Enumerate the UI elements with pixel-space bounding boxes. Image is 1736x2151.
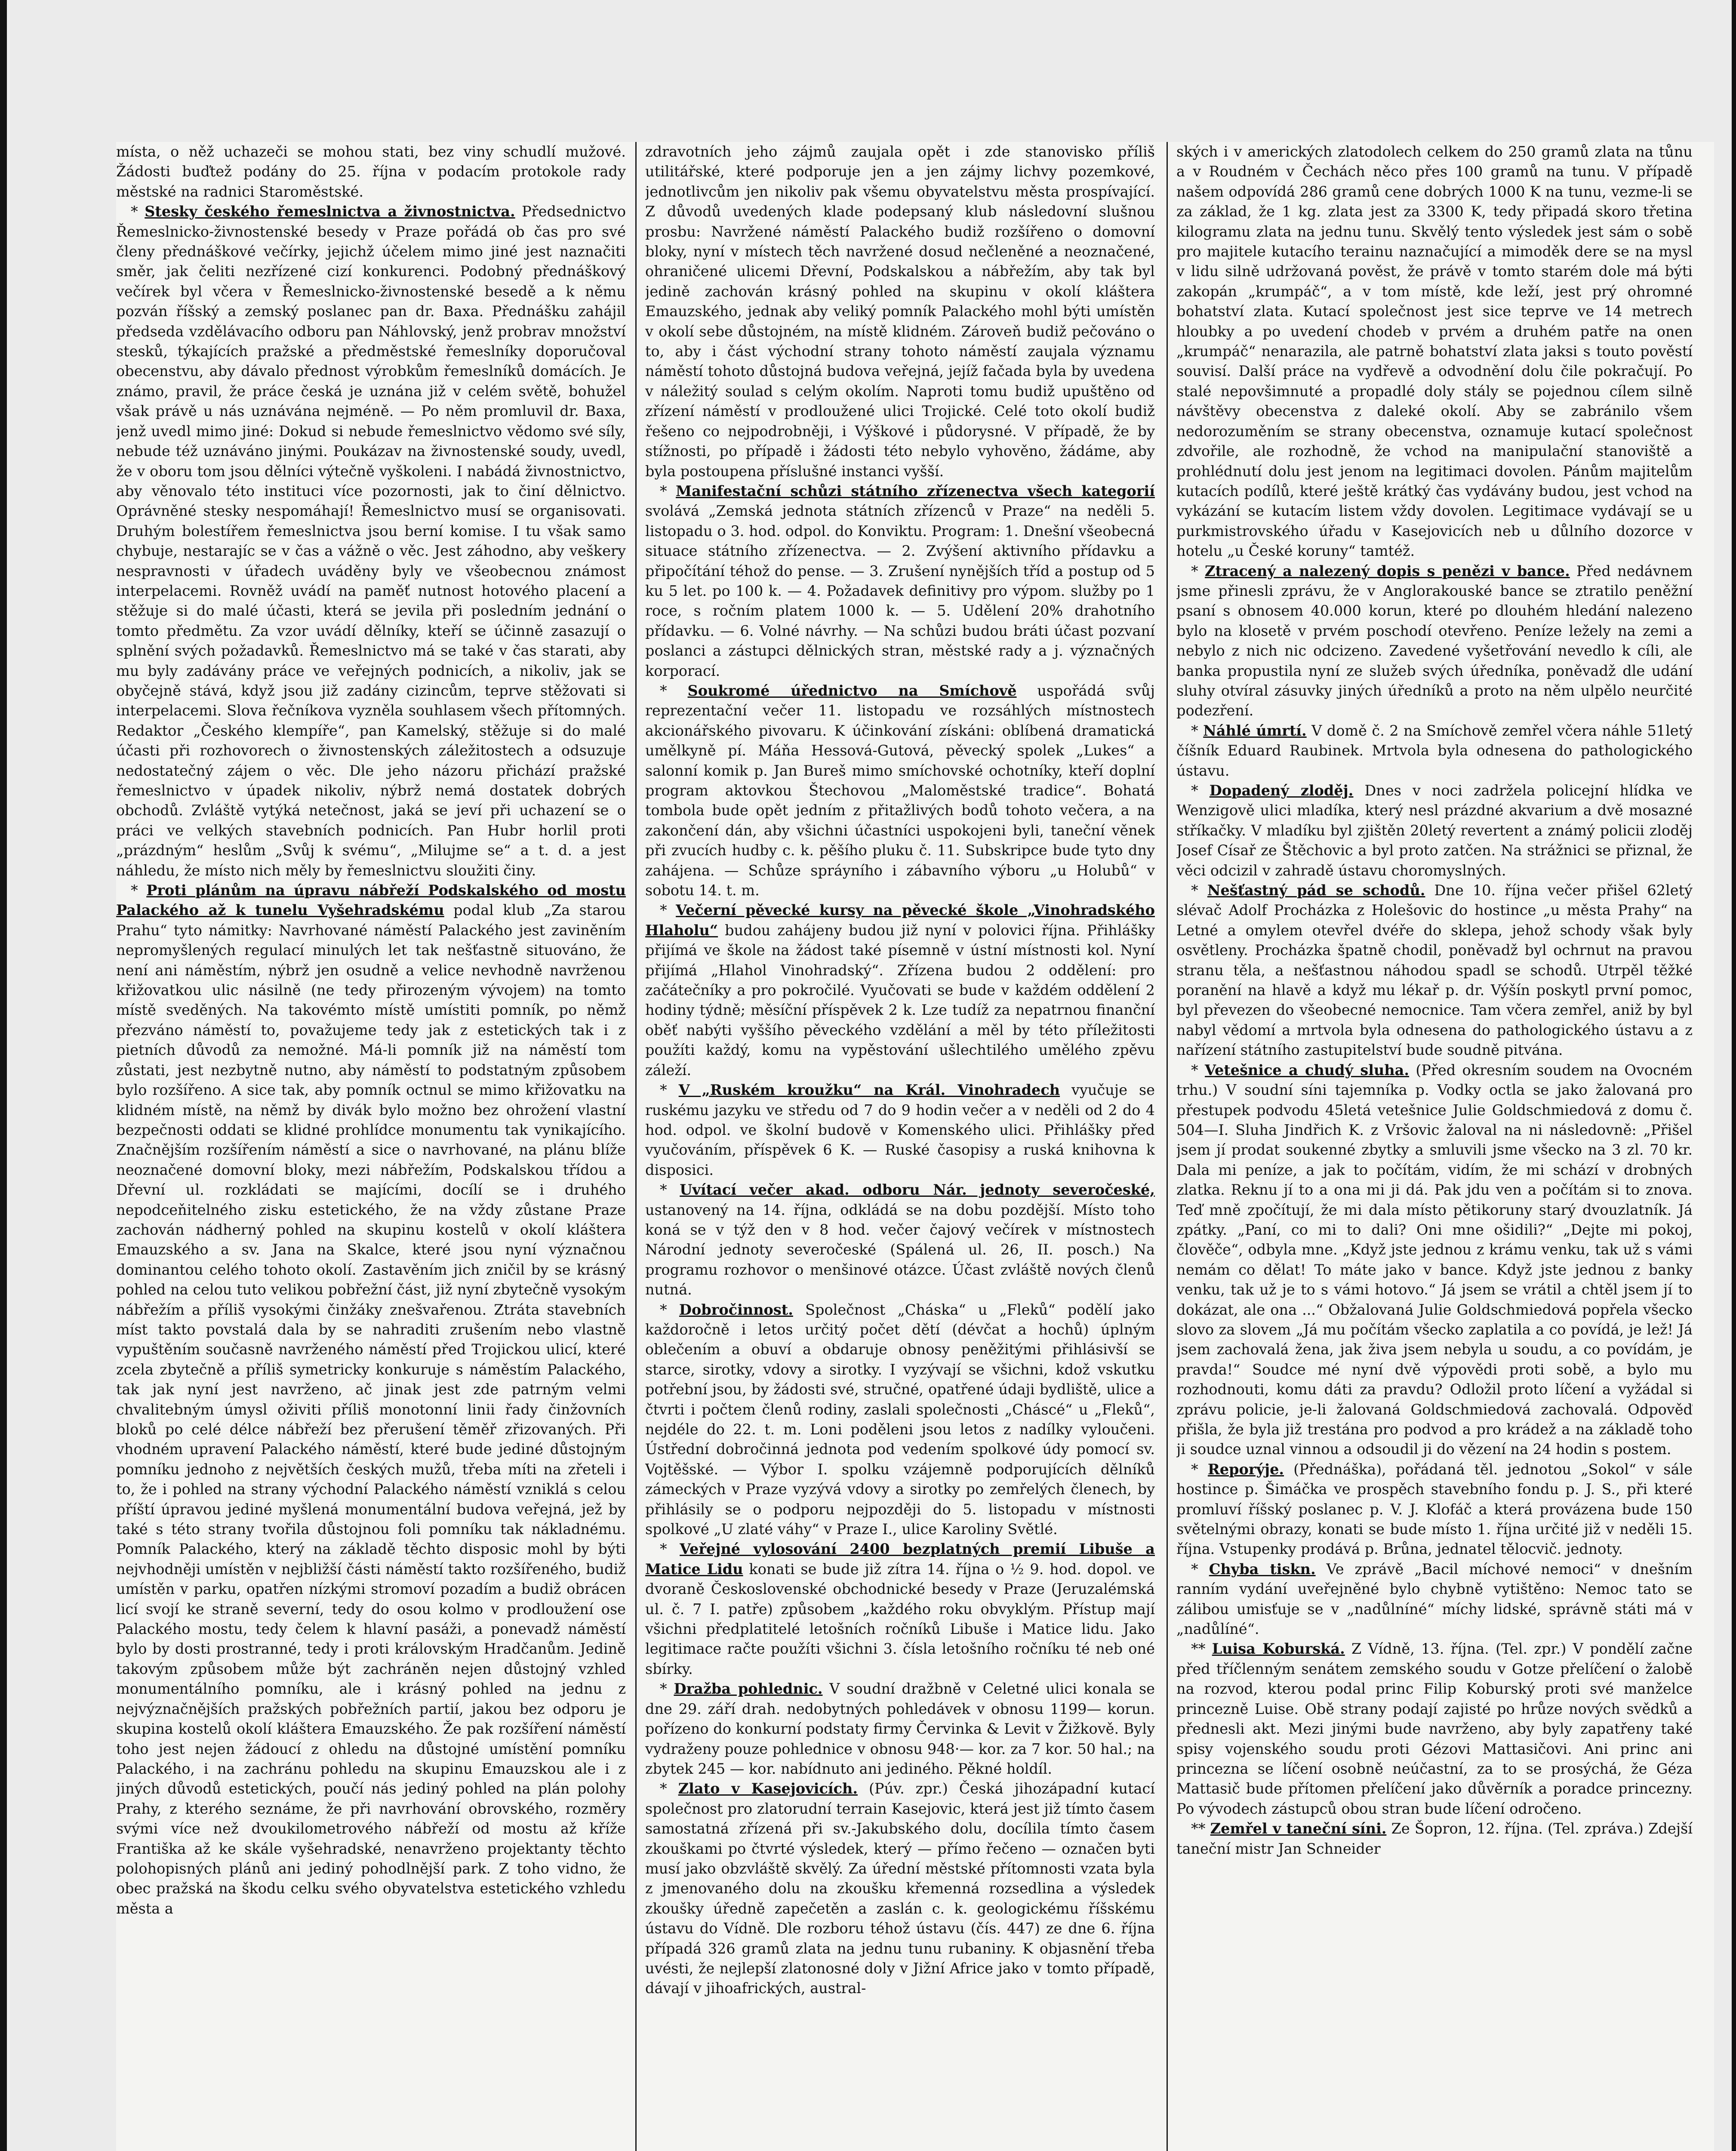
article-headline: Náhlé úmrtí.	[1203, 722, 1307, 739]
article-body: uspořádá svůj reprezentační večer 11. listopadu ve rozsáhlých místnostech akcionářského pivovaru. K účinkování získáni: oblíbená dramatická umělkyně pí. Máňa Hessová-Gutová, pěvecký spolek „Lukes“ a salonní komik p. Jan Bureš mimo smíchovské ochotníky, kteří doplní program aktovkou Štechovou „Maloměstské tradice“. Bohatá tombola bude opět jedním z přitažlivých bodů tohoto večera, a na zakončení dán, aby všichni účastníci uspokojeni byli, taneční věnek při zvucích hudby c. k. pěšího pluku č. 11. Subskripce bude tyto dny zahájena. — Schůze spráyního i zábavního výboru „u Holubů“ v sobotu 14. t. m.	[645, 682, 1155, 899]
article-headline: V „Ruském kroužku“ na Král. Vinohradech	[678, 1082, 1060, 1099]
article: * Večerní pěvecké kursy na pěvecké škole „Vinohradského Hlaholu“ budou zahájeny budou již nyní v polovici října. Přihlášky přijímá ve škole na žádost také písemně v ústní místnosti kol. Nyní přijímá „Hlahol Vinohradský“. Zřízena budou 2 oddělení: pro začátečníky a pro pokročilé. Vyučovati se bude v každém oddělení 2 hodiny týdně; měsíční příspěvek 2 k. Lze tudíž za nepatrnou finanční oběť nabýti vyššího pěveckého vzdělání a měl by této příležitosti použíti každý, komu na vypěstování ušlechtilého umělého zpěvu záleží.	[645, 902, 1155, 1079]
article: * Nešťastný pád se schodů. Dne 10. října večer přišel 62letý slévač Adolf Procházka z Holešovic do hostince „u města Prahy“ na Letné a omylem otevřel dvéře do sklepa, jehož schody však byly osvětleny. Procházka špatně chodil, poněvadž byl ochrnut na pravou stranu těla, a nešťastnou náhodou spadl se schodů. Utrpěl těžké poranění na hlavě a když mu lékař p. dr. Výšín poskytl první pomoc, byl převezen do všeobecné nemocnice. Tam včera zemřel, aniž by byl nabyl vědomí a mrtvola byla odnesena do pathologického ústavu a z nařízení státního zastupitelství bude soudně pitvána.	[1176, 882, 1693, 1059]
article-headline: Soukromé úřednictvo na Smíchově	[687, 682, 1017, 699]
article-headline: Veřejné vylosování 2400 bezplatných premií Libuše a Matice Lidu	[645, 1541, 1155, 1578]
article-paragraph: zdravotních jeho zájmů zaujala opět i zde stanovisko příliš utilitářské, které podporuje jen a jen zájmy lichvy pozemkové, jednotlivcům jen nikoliv pak všemu obyvatelstvu města prospívající. Z důvodů uvedených klade podepsaný klub následovní slušnou prosbu: Navržené náměstí Palackého budiž rozšířeno o domovní bloky, nyní v místech těch navržené dosud nečleněné a neoznačené, ohraničené ulicemi Dřevní, Podskalskou a nábřežím, aby tak byl jedině zachován krásný pohled na skupinu v okolí kláštera Emauzského, jednak aby veliký pomník Palackého mohl býti umístěn v okolí sebe důstojném, na místě klidném. Zároveň budiž pečováno o to, aby i část východní strany tohoto náměstí zaujala významu náměstí tohoto důstojná budova veřejná, jejíž fačada byla by uvedena v náležitý soulad s celým okolím. Naproti tomu budiž upuštěno od zřízení náměstí v prodloužené ulici Trojické. Celé toto okolí budiž řešeno co nejpodrobněji, i Výškové i půdorysné. V případě, že by stížnosti, po případě i žádosti této nebylo vyhověno, žádáme, aby byla postoupena příslušné instanci vyšší.	[645, 143, 1155, 480]
article-body: Předsednictvo Řemeslnicko-živnostenské besedy v Praze pořádá ob čas pro své členy přednáškové večírky, jejichž účelem mimo jiné jest naznačiti směr, jak čeliti nezřízené cizí konkurenci. Podobný přednáškový večírek byl včera v Řemeslnicko-živnostenské besedě a k němu pozván říšský a zemský poslanec pan dr. Baxa. Přednášku zahájil předseda vzdělávacího odboru pan Náhlovský, jenž probrav množství stesků, týkajících pražské a předměstské řemeslníky doporučoval obecenstvu, aby dávalo přednost výrobkům řemeslníků domácích. Je známo, pravil, že práce česká je uznána již v celém světě, bohužel však právě u nás uznávána nejméně. — Po něm promluvil dr. Baxa, jenž uvedl mimo jiné: Dokud si nebude řemeslnictvo vědomo své síly, nebude též uznáváno jinými. Poukázav na živnostenské soudy, uvedl, že v oboru tom jsou dělníci výtečně vyškoleni. I nabádá živnostnictvo, aby věnovalo této instituci více pozornosti, jak to činí dělnictvo. Oprávněné stesky nespomáhají! Řemeslnictvo musí se organisovati. Druhým bolestířem řemeslnictva jsou berní komise. I tu však samo chybuje, nestarajíc se v čas a vážně o věc. Jest záhodno, aby veškery nespravnosti v úřadech uváděny byly ve všeobecnou známost interpelacemi. Rovněž uvádí na paměť nutnost hotového placení a stěžuje si do malé účasti, která se jevila při posledním jednání o tomto předmětu. Za vzor uvádí dělníky, kteří se účinně zasazují o splnění svých požadavků. Řemeslnictvo má se také v čas starati, aby mu byly zadávány práce ve veřejných podnicích, a nikoliv, jak se obyčejně stává, když jsou již zadány cizincům, teprve stěžovati si interpelacemi. Slova řečníkova vyzněla souhlasem všech přítomných. Redaktor „Českého klempíře“, pan Kamelský, stěžuje si do malé účasti při rozhovorech o živnostenských záležitostech a odsuzuje nedostatečný zájem o věc. Dle jeho názoru přichází pražské řemeslnictvo v úpadek nikoliv, nýbrž nemá dostatek dobrých obchodů. Zvláště vytýká netečnost, jaká se jeví při uchazení se o práci ve velkých stavebních podnicích. Pan Hubr horlil proti „prázdným“ heslům „Svůj k svému“, „Milujme se“ a t. d. a jest náhledu, že místo nich měly by řemeslnictvu sloužiti činy.	[116, 203, 626, 879]
column-3	[1176, 142, 1693, 2151]
article: * Zlato v Kasejovicích. (Púv. zpr.) Česká jihozápadní kutací společnost pro zlatorudní terrain Kasejovic, která jest již tímto časem samostatná zřízená při sv.-Jakubského dolu, docílila tímto časem zkouškami po čtvrté výsledek, který — přímo řečeno — označen byti musí jako obzvláště skvělý. Za úřední městské přítomnosti vzata byla z jmenovaného dolu na zkoušku křemenná rozsedlina a výsledek zkoušky úředně zapečetěn a zaslán c. k. geologickému říšskému ústavu do Vídně. Dle rozboru téhož ústavu (čís. 447) ze dne 6. října případá 326 gramů zlata na jednu tunu rubaniny. K objasnění třeba uvésti, že nejlepší zlatonosné doly v Jižní Africe jako v tomto případě, dávají v jihoafrických, austral-	[645, 1780, 1155, 1997]
article: * Chyba tiskn. Ve zprávě „Bacil míchové nemoci“ v dnešním ranním vydání uveřejněné bylo chybně vytištěno: Nemoc tato se zálibou umisťuje se v „nadůlníné“ míchy lidské, správně státi má v „nadůlíné“.	[1176, 1560, 1693, 1638]
newspaper-page	[116, 142, 1714, 2151]
article: * Dobročinnost. Společnost „Cháska“ u „Fleků“ podělí jako každoročně i letos určitý počet dětí (dévčat a hochů) úplným oblečením a obuví a obdaruje obnosy peněžitými přihlásivší se starce, sirotky, vdovy a sirotky. I vyzývají se všichni, kdož vskutku potřební jsou, by žádosti své, stručné, opatřené údaji bydliště, ulice a čtvrti i počtem členů rodiny, zaslali společnosti „Cháscé“ u „Fleků“, nejdéle do 22. t. m. Loni poděleni jsou letos z nadílky vyloučeni. Ústřední dobročinná jednota pod vedením spolkové údy pomocí sv. Vojtěšské. — Výbor I. spolku vzájemně podporujících dělníků zámeckých v Praze vyzývá vdovy a sirotky po zemřelých členech, by přihlásily se o podporu nejpozději do 5. listopadu v místnosti spolkové „U zlaté váhy“ v Praze I., ulice Karoliny Světlé.	[645, 1301, 1155, 1538]
article-body: budou zahájeny budou již nyní v polovici října. Přihlášky přijímá ve škole na žádost také písemně v ústní místnosti kol. Nyní přijímá „Hlahol Vinohradský“. Zřízena budou 2 oddělení: pro začátečníky a pro pokročilé. Vyučovati se bude v každém oddělení 2 hodiny týdně; měsíční příspěvek 2 k. Lze tudíž za nepatrnou finanční oběť nabýti vyššího pěveckého vzdělání a měl by této příležitosti použíti každý, komu na vypěstování ušlechtilého umělého zpěvu záleží.	[645, 921, 1155, 1079]
article-headline: Uvítací večer akad. odboru Nár. jednoty severočeské,	[680, 1181, 1155, 1199]
article: * Dopadený zloděj. Dnes v noci zadržela policejní hlídka ve Wenzigově ulici mladíka, který nesl prázdné akvarium a dvě mosazné stříkačky. V mladíku byl zjištěn 20letý revertent a známý policii zloděj Josef Císař ze Štěchovic a byl proto zatčen. Na strážnici se přiznal, že věci odcizil v zahradě ústavu choromyslných.	[1176, 782, 1693, 879]
article: * Náhlé úmrtí. V domě č. 2 na Smíchově zemřel včera náhle 51letý číšník Eduard Raubinek. Mrtvola byla odnesena do pathologického ústavu.	[1176, 722, 1693, 779]
article-headline: Nešťastný pád se schodů.	[1207, 882, 1425, 899]
article: * Veřejné vylosování 2400 bezplatných premií Libuše a Matice Lidu konati se bude již zítra 14. října o ½ 9. hod. dopol. ve dvoraně Československé obchodnické besedy v Praze (Jeruzalémská ul. č. 7 I. patře) způsobem „každého roku obvyklým. Přístup mají všichni předplatitelé letošních ročníků Libuše i Matice lidu. Jako legitimace račte použíti všichni 3. čísla letošního ročníku té neb oné sbírky.	[645, 1541, 1155, 1677]
article: * Manifestační schůzi státního zřízenectva všech kategorií svolává „Zemská jednota státních zřízenců v Praze“ na neděli 5. listopadu o 3. hod. odpol. do Konviktu. Program: 1. Dnešní všeobecná situace státního zřízenectva. — 2. Zvýšení aktivního přídavku a připočítání téhož do pense. — 3. Zrušení nynějších tříd a postup od 5 ku 5 let. po 100 k. — 4. Požadavek definitivy pro výpom. služby po 1 roce, s ročním platem 1000 k. — 5. Udělení 20% drahotního přídavku. — 6. Volné návrhy. — Na schůzi budou bráti účast pozvaní poslanci a zástupci dělnických stran, městské rady a j. význačných korporací.	[645, 482, 1155, 679]
article-headline: Stesky českého řemeslnictva a živnostnictva.	[145, 203, 515, 220]
article-headline: Chyba tiskn.	[1209, 1560, 1316, 1578]
article-headline: Ztracený a nalezený dopis s penězi v bance.	[1205, 562, 1570, 579]
article: ** Zemřel v taneční síni. Ze Šopron, 12. října. (Tel. zpráva.) Zdejší taneční mistr Jan Schneider	[1176, 1820, 1693, 1857]
article-body: Před nedávnem jsme přinesli zprávu, že v Anglorakouské bance se ztratilo peněžní psaní s obnosem 40.000 korun, které po dlouhém hledání nalezeno bylo na klosetě v prvém poschodí otevřeno. Peníze ležely na zemi a nebylo z nich nic odcizeno. Zavedené vyšetřování nevedlo k cíli, ale banka propustila nyní ze služeb svých úředníka, poněvadž dle udání sluhy otvíral zásuvky jiných úředníků a proto na něm ulpělo neurčité podezření.	[1176, 562, 1693, 719]
column-2	[645, 142, 1155, 2151]
article-body: V soudní dražbně v Celetné ulici konala se dne 29. září drah. nedobytných pohledávek v obnosu 1199— korun. pořízeno do konkurní podstaty firmy Červinka & Levit v Žižkově. Byly vydraženy pouze pohlednice v obnosu 948·— kor. za 7 kor. 50 hal.; na zbytek 245 — kor. nabídnuto ani jediného. Pěkné holdíl.	[645, 1680, 1155, 1777]
article-body: svolává „Zemská jednota státních zřízenců v Praze“ na neděli 5. listopadu o 3. hod. odpol. do Konviktu. Program: 1. Dnešní všeobecná situace státního zřízenectva. — 2. Zvýšení aktivního přídavku a připočítání téhož do pense. — 3. Zrušení nynějších tříd a postup od 5 ku 5 let. po 100 k. — 4. Požadavek definitivy pro výpom. služby po 1 roce, s ročním platem 1000 k. — 5. Udělení 20% drahotního přídavku. — 6. Volné návrhy. — Na schůzi budou bráti účast pozvaní poslanci a zástupci dělnických stran, městské rady a j. význačných korporací.	[645, 502, 1155, 679]
article-paragraph: ských i v amerických zlatodolech celkem do 250 gramů zlata na tůnu a v Roudném v Čechách něco přes 100 gramů na tunu. V případě našem odpovídá 286 gramů cene dobrých 1000 K na tunu, vezme-li se za základ, že 1 kg. zlata jest za 3300 K, tedy připadá skoro třetina kilogramu zlata na jednu tunu. Skvělý tento výsledek jest sám o sobě pro majitele kutacího terainu naznačující a mimoděk dere se na mysl v lidu silně udržovaná pověst, že právě v tomto starém dole má býti zakopán „krumpáč“, a v tom místě, kde leží, jest prý ohromné bohatství zlata. Kutací společnost jest sice teprve ve 14 metrech hloubky a po uvedení chodeb v prvém a druhém patře na onen „krumpáč“ nenarazila, ale patrně bohatství zlata jaksi s touto pověstí souvisí. Další práce na vydřevě a odvodnění dolu čile pokračují. Po stalé nepovšimnuté a propadlé doly stály se pojednou cílem silně návštěvy obecenstva z daleké okolí. Aby se zabránilo všem nedorozuměním se strany obecenstva, oznamuje kutací společnost zdvořile, ale rozhodně, že vchod na manipulační stanoviště a prohlédnutí dolu jest jenom na legitimaci dovolen. Pánům majitelům kutacích podílů, které ještě krátký čas vydávány budou, jest vchod na vykázání se kutacím listem vždy dovolen. Legitimace vydávají se u purkmistrovského úřadu v Kasejovicích neb u důlního dozorce v hotelu „u České koruny“ tamtéž.	[1176, 143, 1693, 560]
article: * Uvítací večer akad. odboru Nár. jednoty severočeské, ustanovený na 14. října, odkládá se na dobu pozdější. Místo toho koná se v týž den v 8 hod. večer čajový večírek v místnostech Národní jednoty severočeské (Spálená ul. 26, II. posch.) Na programu rozhovor o menšinové otázce. Účast zvláště nových členů nutná.	[645, 1181, 1155, 1298]
article-headline: Manifestační schůzi státního zřízenectva všech kategorií	[676, 482, 1155, 499]
article-body: Dnes v noci zadržela policejní hlídka ve Wenzigově ulici mladíka, který nesl prázdné akvarium a dvě mosazné stříkačky. V mladíku byl zjištěn 20letý revertent a známý policii zloděj Josef Císař ze Štěchovic a byl proto zatčen. Na strážnici se přiznal, že věci odcizil v zahradě ústavu choromyslných.	[1176, 782, 1693, 879]
article-body: Z Vídně, 13. října. (Tel. zpr.) V pondělí začne před tříčlenným senátem zemského soudu v Gotze přelíčení o žalobě na rozvod, kterou podal princ Filip Koburský proti své manželce princezně Luise. Obě strany podají zajisté po hrůze nových svědků a přednesli akt. Mezi jinými bude navrženo, aby byly zapatřeny také spisy vojenského soudu proti Gézovi Mattasičovi. Ani princ ani princezna se líčení osobně neúčastní, za to se prosýchá, že Géza Mattasič bude přítomen přelíčení jako důvěrník a poradce princezny. Po vývodech zástupců obou stran bude líčení odročeno.	[1176, 1640, 1693, 1817]
article-headline: Dopadený zloděj.	[1209, 782, 1354, 799]
article-headline: Večerní pěvecké kursy na pěvecké škole „Vinohradského Hlaholu“	[645, 902, 1155, 939]
article-body: Dne 10. října večer přišel 62letý slévač Adolf Procházka z Holešovic do hostince „u města Prahy“ na Letné a omylem otevřel dvéře do sklepa, jehož schody však byly osvětleny. Procházka špatně chodil, poněvadž byl ochrnut na pravou stranu těla, a nešťastnou náhodou spadl se schodů. Utrpěl těžké poranění na hlavě a když mu lékař p. dr. Výšín poskytl první pomoc, byl převezen do všeobecné nemocnice. Tam včera zemřel, aniž by byl nabyl vědomí a mrtvola byla odnesena do pathologického ústavu a z nařízení státního zastupitelství bude soudně pitvána.	[1176, 882, 1693, 1059]
article-body: podal klub „Za starou Prahu“ tyto námitky: Navrhované náměstí Palackého jest zaviněním nepromyšlených regulací minulých let tak nešťastně situováno, že není ani náměstím, nýbrž jen osudně a velice nevhodně navrženou křižovatkou ulic násilně (ne tedy přirozeným vývojem) na tomto místě sveděných. Na takovémto místě umístiti pomník, po němž přezváno náměstí to, považujeme tedy jak z estetických tak i z pietních důvodů za nemožné. Má-li pomník již na náměstí tom zůstati, jest nezbytně nutno, aby náměstí to podstatným způsobem bylo rozšířeno. A sice tak, aby pomník octnul se mimo křižovatku na klidném místě, na němž by divák bylo možno bez ohrožení vlastní bezpečnosti oddati se klidné prohlídce monumentu tak vynikajícího. Značnějším rozšířením náměstí a sice o navrhované, na plánu blíže neoznačené domovní bloky, mezi nábřežím, Podskalskou třídou a Dřevní ul. rozkládati se majícími, docílí se i druhého nepodceňitelného zisku estetického, že na vždy zůstane Praze zachován nádherný pohled na skupinu kostelů v okolí kláštera Emauzského a sv. Jana na Skalce, které jsou nyní význačnou dominantou celého tohoto okolí. Zastavěním jich zničil by se krásný pohled na celou tuto velikou pobřežní část, již nyní zbytečně vysokým nábřežím a příliš vysokými činžáky znešvařenou. Ztráta stavebních míst takto povstalá dala by se nahraditi zrušením nebo vlastně vypuštěním současně navrženého náměstí před Trojickou ulicí, které zcela zbytečně a příliš symetricky konkuruje s náměstím Palackého, tak jak nyní jest navrženo, ač jinak jest zde patrným velmi chvalitebným úmysl oživiti příliš monotonní linii řady činžovních bloků po celé délce nábřeží bez přerušení těměř zřizovaných. Při vhodném upravení Palackého náměstí, které bude jediné důstojným pomníku jednoho z největších českých mužů, třeba míti na zřeteli i to, že i pohled na strany východní Palackého náměstí vzniklá s celou příští úpravou jediné myšlená monumentální budova veřejná, jež by také s této strany tvořila důstojnou foli pomníku tak nákladnému. Pomník Palackého, který na základě těchto disposic mohl by býti nejvhodněji umístěn v nejbližší části náměstí takto rozšířeného, budiž umístěn v parku, opatřen nízkými stromoví pozadím a budiž obrácen licí svojí ke straně severní, tedy do osou kolmo v prodloužení ose Palackého mostu, tedy čelem k hlavní pasáži, a ponevadž náměstí bylo by dosti prostranné, tedy i proti královským Hradčanům. Jedině takovým způsobem může být zachráněn nejen důstojný vzhled monumentálního pomníku, ale i krásný pohled na jednu z nejvýznačnějších pražských pobřežních partií, jakou bez odporu je skupina kostelů okolí kláštera Emauzského. Že pak rozšíření náměstí toho jest nejen žádoucí z ohledu na důstojné umístění pomníku Palackého, i na zachránu pohledu na skupinu Emauzskou ale i z jiných důvodů estetických, poučí nás jediný pohled na plán polohy Prahy, z kterého seznáme, že při navrhování obrovského, rozměry svými více než dvoukilometrového nábřeží od mostu až kříže Františka až ke skále vyšehradské, nenavrženo projektanty těchto polohopisných plánů ani jediný pohodlnější park. Z toho vidno, že obec pražská na škodu celku svého obyvatelstva estetického vzhledu města a	[116, 902, 626, 1917]
article: * Soukromé úřednictvo na Smíchově uspořádá svůj reprezentační večer 11. listopadu ve rozsáhlých místnostech akcionářského pivovaru. K účinkování získáni: oblíbená dramatická umělkyně pí. Máňa Hessová-Gutová, pěvecký spolek „Lukes“ a salonní komik p. Jan Bureš mimo smíchovské ochotníky, kteří doplní program aktovkou Štechovou „Maloměstské tradice“. Bohatá tombola bude opět jedním z přitažlivých bodů tohoto večera, a na zakončení dán, aby všichni účastníci uspokojeni byli, taneční věnek při zvucích hudby c. k. pěšího pluku č. 11. Subskripce bude tyto dny zahájena. — Schůze spráyního i zábavního výboru „u Holubů“ v sobotu 14. t. m.	[645, 682, 1155, 899]
article: * Proti plánům na úpravu nábřeží Podskalského od mostu Palackého až k tunelu Vyšehradskému podal klub „Za starou Prahu“ tyto námitky: Navrhované náměstí Palackého jest zaviněním nepromyšlených regulací minulých let tak nešťastně situováno, že není ani náměstím, nýbrž jen osudně a velice nevhodně navrženou křižovatkou ulic násilně (ne tedy přirozeným vývojem) na tomto místě sveděných. Na takovémto místě umístiti pomník, po němž přezváno náměstí to, považujeme tedy jak z estetických tak i z pietních důvodů za nemožné. Má-li pomník již na náměstí tom zůstati, jest nezbytně nutno, aby náměstí to podstatným způsobem bylo rozšířeno. A sice tak, aby pomník octnul se mimo křižovatku na klidném místě, na němž by divák bylo možno bez ohrožení vlastní bezpečnosti oddati se klidné prohlídce monumentu tak vynikajícího. Značnějším rozšířením náměstí a sice o navrhované, na plánu blíže neoznačené domovní bloky, mezi nábřežím, Podskalskou třídou a Dřevní ul. rozkládati se majícími, docílí se i druhého nepodceňitelného zisku estetického, že na vždy zůstane Praze zachován nádherný pohled na skupinu kostelů v okolí kláštera Emauzského a sv. Jana na Skalce, které jsou nyní význačnou dominantou celého tohoto okolí. Zastavěním jich zničil by se krásný pohled na celou tuto velikou pobřežní část, již nyní zbytečně vysokým nábřežím a příliš vysokými činžáky znešvařenou. Ztráta stavebních míst takto povstalá dala by se nahraditi zrušením nebo vlastně vypuštěním současně navrženého náměstí před Trojickou ulicí, které zcela zbytečně a příliš symetricky konkuruje s náměstím Palackého, tak jak nyní jest navrženo, ač jinak jest zde patrným velmi chvalitebným úmysl oživiti příliš monotonní linii řady činžovních bloků po celé délce nábřeží bez přerušení těměř zřizovaných. Při vhodném upravení Palackého náměstí, které bude jediné důstojným pomníku jednoho z největších českých mužů, třeba míti na zřeteli i to, že i pohled na strany východní Palackého náměstí vzniklá s celou příští úpravou jediné myšlená monumentální budova veřejná, jež by také s této strany tvořila důstojnou foli pomníku tak nákladnému. Pomník Palackého, který na základě těchto disposic mohl by býti nejvhodněji umístěn v nejbližší části náměstí takto rozšířeného, budiž umístěn v parku, opatřen nízkými stromoví pozadím a budiž obrácen licí svojí ke straně severní, tedy do osou kolmo v prodloužení ose Palackého mostu, tedy čelem k hlavní pasáži, a ponevadž náměstí bylo by dosti prostranné, tedy i proti královským Hradčanům. Jedině takovým způsobem může být zachráněn nejen důstojný vzhled monumentálního pomníku, ale i krásný pohled na jednu z nejvýznačnějších pražských pobřežních partií, jakou bez odporu je skupina kostelů okolí kláštera Emauzského. Že pak rozšíření náměstí toho jest nejen žádoucí z ohledu na důstojné umístění pomníku Palackého, i na zachránu pohledu na skupinu Emauzskou ale i z jiných důvodů estetických, poučí nás jediný pohled na plán polohy Prahy, z kterého seznáme, že při navrhování obrovského, rozměry svými více než dvoukilometrového nábřeží od mostu až kříže Františka až ke skále vyšehradské, nenavrženo projektanty těchto polohopisných plánů ani jediný pohodlnější park. Z toho vidno, že obec pražská na škodu celku svého obyvatelstva estetického vzhledu města a	[116, 882, 626, 1917]
article: ** Luisa Koburská. Z Vídně, 13. října. (Tel. zpr.) V pondělí začne před tříčlenným senátem zemského soudu v Gotze přelíčení o žalobě na rozvod, kterou podal princ Filip Koburský proti své manželce princezně Luise. Obě strany podají zajisté po hrůze nových svědků a přednesli akt. Mezi jinými bude navrženo, aby byly zapatřeny také spisy vojenského soudu proti Gézovi Mattasičovi. Ani princ ani princezna se líčení osobně neúčastní, za to se prosýchá, že Géza Mattasič bude přítomen přelíčení jako důvěrník a poradce princezny. Po vývodech zástupců obou stran bude líčení odročeno.	[1176, 1640, 1693, 1817]
article: * Ztracený a nalezený dopis s penězi v bance. Před nedávnem jsme přinesli zprávu, že v Anglorakouské bance se ztratilo peněžní psaní s obnosem 40.000 korun, které po dlouhém hledání nalezeno bylo na klosetě v prvém poschodí otevřeno. Peníze ležely na zemi a nebylo z nich nic odcizeno. Zavedené vyšetřování nevedlo k cíli, ale banka propustila nyní ze služeb svých úředníka, poněvadž dle udání sluhy otvíral zásuvky jiných úředníků a proto na něm ulpělo neurčité podezření.	[1176, 562, 1693, 719]
article-headline: Zlato v Kasejovicích.	[678, 1780, 858, 1797]
article-headline: Vetešnice a chudý sluha.	[1205, 1061, 1410, 1079]
article: * Vetešnice a chudý sluha. (Před okresním soudem na Ovocném trhu.) V soudní síni tajemníka p. Vodky octla se jako žalovaná pro přestupek podvodu 45letá vetešnice Julie Goldschmiedová z domu č. 504—I. Sluha Jindřich K. z Vršovic žaloval na ni následovně: „Přišel jsem jí prodat soukenné zbytky a smluvili jsme všecko na 3 zl. 70 kr. Dala mi peníze, a jak to počítám, vidím, že mi schází v drobných zlatka. Reknu jí to a ona mi ji dá. Pak jdu ven a počítám si to znova. Teď mně zpočítují, že mi dala místo pětikoruny starý dvouzlatník. Já zpátky. „Paní, co mi to dali? Oni mne ošidili?“ „Dejte mi pokoj, člověče“, odbyla mne. „Když jste jednou z krámu venku, tak už s vámi nemám co dělat! To máte jako v bance. Když jste jednou z banky venku, tak už je to s vámi hotovo.“ Já jsem se vrátil a chtěl jsem jí to dokázat, ale ona ...“ Obžalovaná Julie Goldschmiedová popřela všecko slovo za slovem „Já mu počítám všecko zaplatila a co povídá, je lež! Já jsem zachovalá žena, jak živa jsem nebyla u soudu, a co povídám, je pravda!“ Soudce mé nyní dvě výpovědi proti sobě, a bylo mu rozhodnouti, komu dáti za pravdu? Odložil proto líčení a vyžádal si zprávu policie, je-li žalovaná Goldschmiedová zachovalá. Odpověď přišla, že byla již trestána pro podvod a pro krádež a na základě toho ji soudce uznal vinnou a odsoudil ji do vězení na 24 hodin s postem.	[1176, 1061, 1693, 1458]
scan-edge-left	[0, 0, 7, 2151]
article-body: konati se bude již zítra 14. října o ½ 9. hod. dopol. ve dvoraně Československé obchodnické besedy v Praze (Jeruzalémská ul. č. 7 I. patře) způsobem „každého roku obvyklým. Přístup mají všichni předplatitelé letošních ročníků Libuše i Matice lidu. Jako legitimace račte použíti všichni 3. čísla letošního ročníku té neb oné sbírky.	[645, 1560, 1155, 1677]
article-headline: Luisa Koburská.	[1212, 1640, 1345, 1658]
article-headline: Dobročinnost.	[679, 1301, 793, 1318]
article-body: ustanovený na 14. října, odkládá se na dobu pozdější. Místo toho koná se v týž den v 8 hod. večer čajový večírek v místnostech Národní jednoty severočeské (Spálená ul. 26, II. posch.) Na programu rozhovor o menšinové otázce. Účast zvláště nových členů nutná.	[645, 1201, 1155, 1298]
article: * V „Ruském kroužku“ na Král. Vinohradech vyučuje se ruskému jazyku ve středu od 7 do 9 hodin večer a v neděli od 2 do 4 hod. odpol. ve školní budově v Komenského ulici. Přihlášky před vyučováním, příspěvek 6 K. — Ruské časopisy a ruská knihovna k disposici.	[645, 1082, 1155, 1178]
article-body: (Před okresním soudem na Ovocném trhu.) V soudní síni tajemníka p. Vodky octla se jako žalovaná pro přestupek podvodu 45letá vetešnice Julie Goldschmiedová z domu č. 504—I. Sluha Jindřich K. z Vršovic žaloval na ni následovně: „Přišel jsem jí prodat soukenné zbytky a smluvili jsme všecko na 3 zl. 70 kr. Dala mi peníze, a jak to počítám, vidím, že mi schází v drobných zlatka. Reknu jí to a ona mi ji dá. Pak jdu ven a počítám si to znova. Teď mně zpočítují, že mi dala místo pětikoruny starý dvouzlatník. Já zpátky. „Paní, co mi to dali? Oni mne ošidili?“ „Dejte mi pokoj, člověče“, odbyla mne. „Když jste jednou z krámu venku, tak už s vámi nemám co dělat! To máte jako v bance. Když jste jednou z banky venku, tak už je to s vámi hotovo.“ Já jsem se vrátil a chtěl jsem jí to dokázat, ale ona ...“ Obžalovaná Julie Goldschmiedová popřela všecko slovo za slovem „Já mu počítám všecko zaplatila a co povídá, je lež! Já jsem zachovalá žena, jak živa jsem nebyla u soudu, a co povídám, je pravda!“ Soudce mé nyní dvě výpovědi proti sobě, a bylo mu rozhodnouti, komu dáti za pravdu? Odložil proto líčení a vyžádal si zprávu policie, je-li žalovaná Goldschmiedová zachovalá. Odpověď přišla, že byla již trestána pro podvod a pro krádež a na základě toho ji soudce uznal vinnou a odsoudil ji do vězení na 24 hodin s postem.	[1176, 1061, 1693, 1458]
column-1	[116, 142, 626, 2151]
article: * Reporýje. (Přednáška), pořádaná těl. jednotou „Sokol“ v sále hostince p. Šimáčka ve prospěch stavebního fondu p. J. S., při které promluví říšský poslanec p. V. J. Klofáč a která provázena bude 150 světelnými obrazy, konati se bude místo 1. října určité již v neděli 15. října. Vstupenky prodává p. Brůna, jednatel tělocvič. jednoty.	[1176, 1461, 1693, 1558]
article: * Dražba pohlednic. V soudní dražbně v Celetné ulici konala se dne 29. září drah. nedobytných pohledávek v obnosu 1199— korun. pořízeno do konkurní podstaty firmy Červinka & Levit v Žižkově. Byly vydraženy pouze pohlednice v obnosu 948·— kor. za 7 kor. 50 hal.; na zbytek 245 — kor. nabídnuto ani jediného. Pěkné holdíl.	[645, 1680, 1155, 1777]
article-body: vyučuje se ruskému jazyku ve středu od 7 do 9 hodin večer a v neděli od 2 do 4 hod. odpol. ve školní budově v Komenského ulici. Přihlášky před vyučováním, příspěvek 6 K. — Ruské časopisy a ruská knihovna k disposici.	[645, 1082, 1155, 1178]
article-body: (Přednáška), pořádaná těl. jednotou „Sokol“ v sále hostince p. Šimáčka ve prospěch stavebního fondu p. J. S., při které promluví říšský poslanec p. V. J. Klofáč a která provázena bude 150 světelnými obrazy, konati se bude místo 1. října určité již v neděli 15. října. Vstupenky prodává p. Brůna, jednatel tělocvič. jednoty.	[1176, 1461, 1693, 1558]
article-paragraph: místa, o něž uchazeči se mohou stati, bez viny schudlí mužové. Žádosti buďtež podány do 25. října v podacím protokole rady městské na radnici Staroměstské.	[116, 143, 626, 200]
article-headline: Zemřel v taneční síni.	[1210, 1820, 1387, 1837]
article-headline: Reporýje.	[1207, 1461, 1284, 1478]
article-body: Společnost „Cháska“ u „Fleků“ podělí jako každoročně i letos určitý počet dětí (dévčat a hochů) úplným oblečením a obuví a obdaruje obnosy peněžitými přihlásivší se starce, sirotky, vdovy a sirotky. I vyzývají se všichni, kdož vskutku potřební jsou, by žádosti své, stručné, opatřené údaji bydliště, ulice a čtvrti i počtem členů rodiny, zaslali společnosti „Cháscé“ u „Fleků“, nejdéle do 22. t. m. Loni poděleni jsou letos z nadílky vyloučeni. Ústřední dobročinná jednota pod vedením spolkové údy pomocí sv. Vojtěšské. — Výbor I. spolku vzájemně podporujících dělníků zámeckých v Praze vyzývá vdovy a sirotky po zemřelých členech, by přihlásily se o podporu nejpozději do 5. listopadu v místnosti spolkové „U zlaté váhy“ v Praze I., ulice Karoliny Světlé.	[645, 1301, 1155, 1538]
column-rule	[635, 142, 637, 2151]
article-body: (Púv. zpr.) Česká jihozápadní kutací společnost pro zlatorudní terrain Kasejovic, která jest již tímto časem samostatná zřízená při sv.-Jakubského dolu, docílila tímto časem zkouškami po čtvrté výsledek, který — přímo řečeno — označen byti musí jako obzvláště skvělý. Za úřední městské přítomnosti vzata byla z jmenovaného dolu na zkoušku křemenná rozsedlina a výsledek zkoušky úředně zapečetěn a zaslán c. k. geologickému říšskému ústavu do Vídně. Dle rozboru téhož ústavu (čís. 447) ze dne 6. října případá 326 gramů zlata na jednu tunu rubaniny. K objasnění třeba uvésti, že nejlepší zlatonosné doly v Jižní Africe jako v tomto případě, dávají v jihoafrických, austral-	[645, 1780, 1155, 1997]
column-rule	[1167, 142, 1168, 2151]
scan-edge-right	[1732, 0, 1736, 2151]
article-body: Ze Šopron, 12. října. (Tel. zpráva.) Zdejší taneční mistr Jan Schneider	[1176, 1820, 1693, 1857]
article-headline: Proti plánům na úpravu nábřeží Podskalského od mostu Palackého až k tunelu Vyšehradskému	[116, 882, 626, 919]
article: * Stesky českého řemeslnictva a živnostnictva. Předsednictvo Řemeslnicko-živnostenské besedy v Praze pořádá ob čas pro své členy přednáškové večírky, jejichž účelem mimo jiné jest naznačiti směr, jak čeliti nezřízené cizí konkurenci. Podobný přednáškový večírek byl včera v Řemeslnicko-živnostenské besedě a k němu pozván říšský a zemský poslanec pan dr. Baxa. Přednášku zahájil předseda vzdělávacího odboru pan Náhlovský, jenž probrav množství stesků, týkajících pražské a předměstské řemeslníky doporučoval obecenstvu, aby dávalo přednost výrobkům řemeslníků domácích. Je známo, pravil, že práce česká je uznána již v celém světě, bohužel však právě u nás uznávána nejméně. — Po něm promluvil dr. Baxa, jenž uvedl mimo jiné: Dokud si nebude řemeslnictvo vědomo své síly, nebude též uznáváno jinými. Poukázav na živnostenské soudy, uvedl, že v oboru tom jsou dělníci výtečně vyškoleni. I nabádá živnostnictvo, aby věnovalo této instituci více pozornosti, jak to činí dělnictvo. Oprávněné stesky nespomáhají! Řemeslnictvo musí se organisovati. Druhým bolestířem řemeslnictva jsou berní komise. I tu však samo chybuje, nestarajíc se v čas a vážně o věc. Jest záhodno, aby veškery nespravnosti v úřadech uváděny byly ve všeobecnou známost interpelacemi. Rovněž uvádí na paměť nutnost hotového placení a stěžuje si do malé účasti, která se jevila při posledním jednání o tomto předmětu. Za vzor uvádí dělníky, kteří se účinně zasazují o splnění svých požadavků. Řemeslnictvo má se také v čas starati, aby mu byly zadávány práce ve veřejných podnicích, a nikoliv, jak se obyčejně stává, když jsou již zadány cizincům, teprve stěžovati si interpelacemi. Slova řečníkova vyzněla souhlasem všech přítomných. Redaktor „Českého klempíře“, pan Kamelský, stěžuje si do malé účasti při rozhovorech o živnostenských záležitostech a odsuzuje nedostatečný zájem o věc. Dle jeho názoru přichází pražské řemeslnictvo v úpadek nikoliv, nýbrž nemá dostatek dobrých obchodů. Zvláště vytýká netečnost, jaká se jeví při uchazení se o práci ve velkých stavebních podnicích. Pan Hubr horlil proti „prázdným“ heslům „Svůj k svému“, „Milujme se“ a t. d. a jest náhledu, že místo nich měly by řemeslnictvu sloužiti činy.	[116, 203, 626, 879]
article-body: V domě č. 2 na Smíchově zemřel včera náhle 51letý číšník Eduard Raubinek. Mrtvola byla odnesena do pathologického ústavu.	[1176, 722, 1693, 779]
article-body: Ve zprávě „Bacil míchové nemoci“ v dnešním ranním vydání uveřejněné bylo chybně vytištěno: Nemoc tato se zálibou umisťuje se v „nadůlníné“ míchy lidské, správně státi má v „nadůlíné“.	[1176, 1560, 1693, 1638]
article-headline: Dražba pohlednic.	[674, 1680, 823, 1698]
